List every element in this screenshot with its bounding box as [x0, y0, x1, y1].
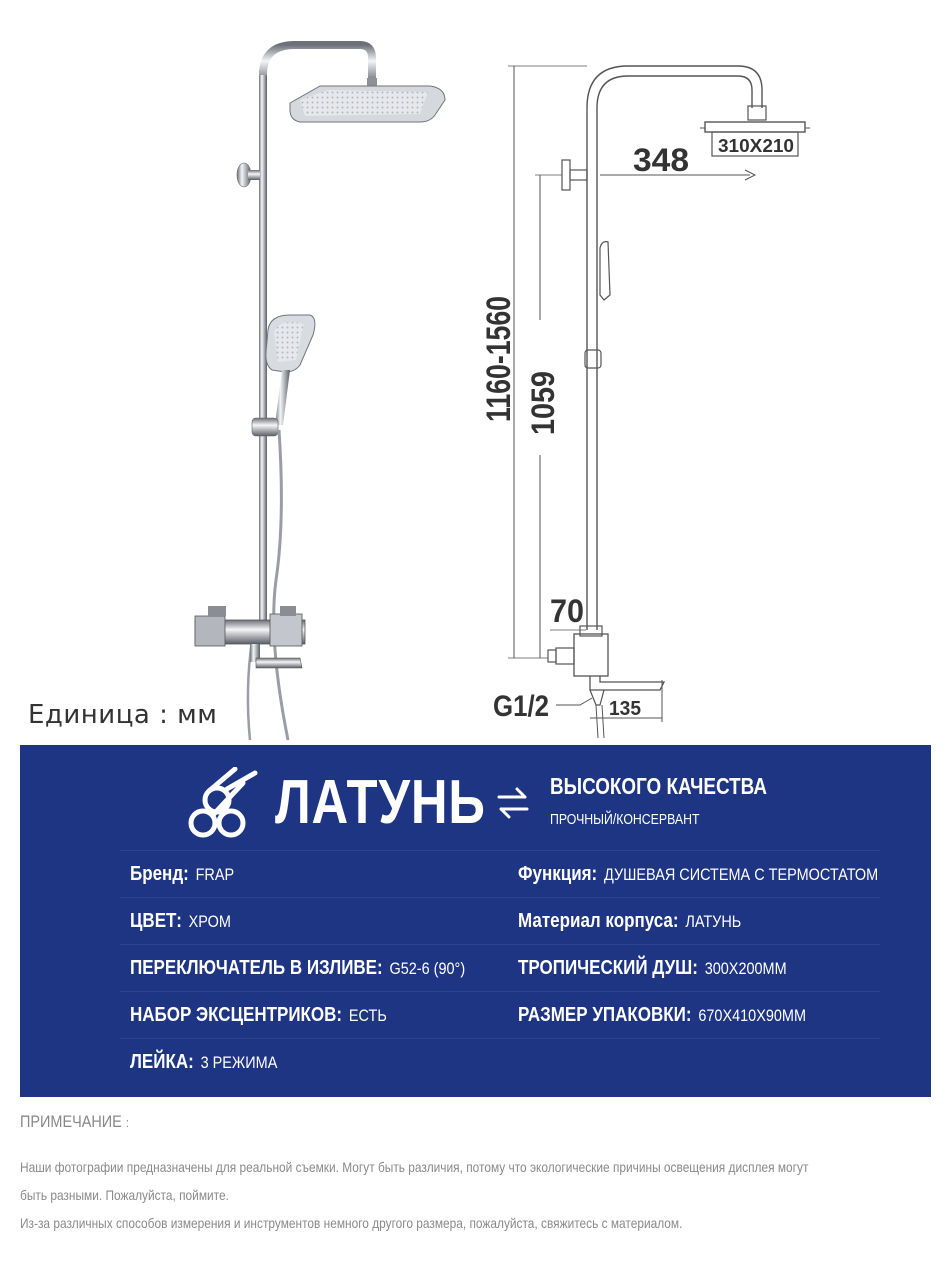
- dim-spout: 135: [609, 698, 641, 720]
- quality-title: ВЫСОКОГО КАЧЕСТВА: [550, 773, 767, 799]
- note-line-2: быть разными. Пожалуйста, поймите.: [20, 1187, 229, 1203]
- note-line-1: Наши фотографии предназначены для реальной съемки. Могут быть различия, потому что экологические причины освещения дисплея могут: [20, 1159, 809, 1175]
- material-hero: [20, 745, 931, 850]
- spec-row: [120, 991, 880, 1039]
- spec-row: [120, 1038, 880, 1086]
- spec-panel: [20, 745, 931, 1097]
- material-title: ЛАТУНЬ: [275, 768, 486, 837]
- dim-height: 1059: [525, 363, 561, 435]
- spec-body-material: Материал корпуса: ЛАТУНЬ: [518, 910, 742, 932]
- spec-package-size: РАЗМЕР УПАКОВКИ: 670Х410Х90ММ: [518, 1004, 806, 1026]
- spec-diverter: ПЕРЕКЛЮЧАТЕЛЬ В ИЗЛИВЕ: G52-6 (90°): [130, 957, 466, 979]
- dim-spacing: 70: [550, 593, 584, 629]
- unit-label: Единица : мм: [28, 700, 218, 730]
- spec-row: [120, 944, 880, 992]
- spec-row: [120, 850, 880, 898]
- dim-reach: 348: [633, 142, 689, 178]
- exchange-arrows-icon: [495, 785, 531, 821]
- dim-thread: G1/2: [493, 690, 549, 723]
- spec-row: [120, 897, 880, 945]
- dim-headsize: 310X210: [718, 136, 794, 156]
- shower-photo: [195, 45, 445, 740]
- spec-function: Функция: ДУШЕВАЯ СИСТЕМА С ТЕРМОСТАТОМ: [518, 863, 879, 885]
- pipes-icon: [185, 767, 265, 839]
- dim-height-range: 1160-1560: [480, 261, 518, 422]
- note-title: ПРИМЕЧАНИЕ :: [20, 1112, 129, 1131]
- spec-rain-shower: ТРОПИЧЕСКИЙ ДУШ: 300Х200ММ: [518, 957, 787, 979]
- spec-brand: Бренд: FRAP: [130, 863, 235, 885]
- note-line-3: Из-за различных способов измерения и инструментов немного другого размера, пожалуйста, свяжитесь с материалом.: [20, 1215, 683, 1231]
- quality-subtitle: ПРОЧНЫЙ/КОНСЕРВАНТ: [550, 811, 700, 828]
- spec-color: ЦВЕТ: ХРОМ: [130, 910, 231, 932]
- spec-eccentrics: НАБОР ЭКСЦЕНТРИКОВ: ЕСТЬ: [130, 1004, 387, 1026]
- spec-hand-shower: ЛЕЙКА: 3 РЕЖИМА: [130, 1051, 278, 1073]
